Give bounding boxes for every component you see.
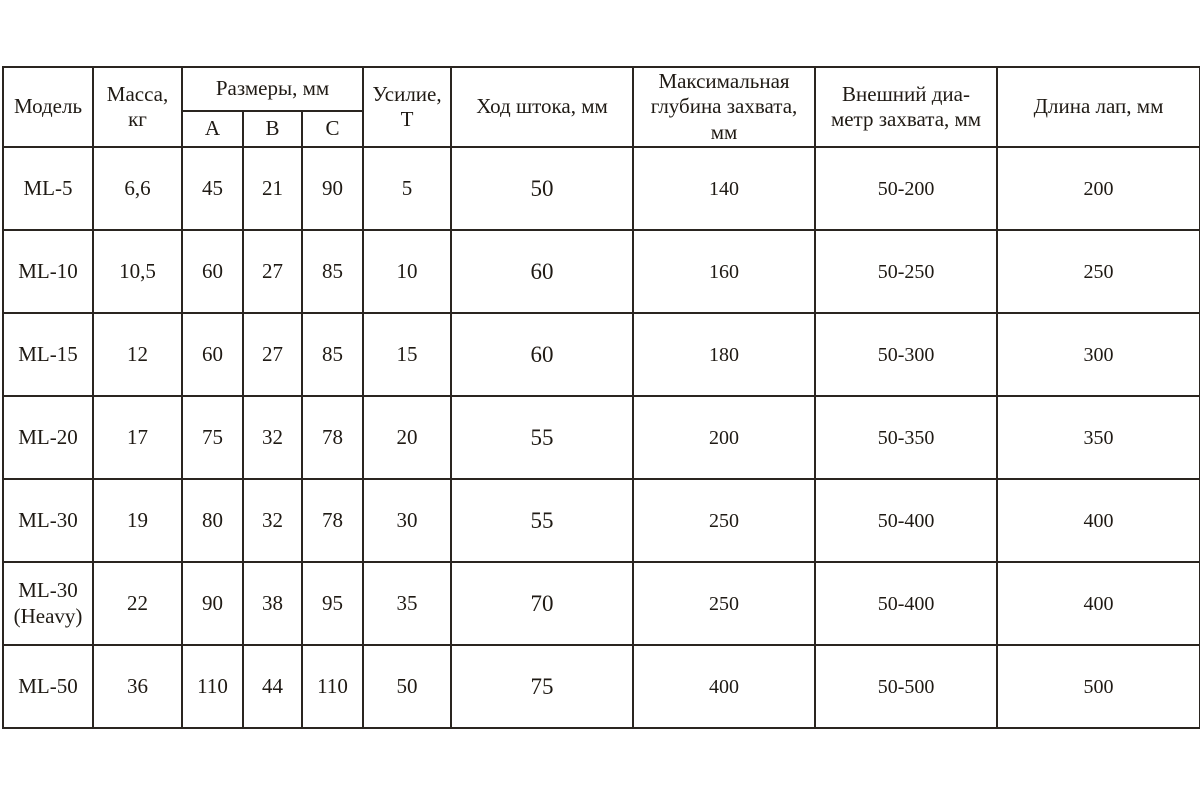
table-row [3,645,1200,728]
cell-outer-diameter: 50-400 [815,562,997,645]
table-row [3,230,1200,313]
cell-model: ML-30 (Heavy) [3,562,93,645]
cell-dim-b: 32 [243,479,302,562]
cell-leg-length: 400 [997,479,1200,562]
cell-dim-b: 38 [243,562,302,645]
cell-stroke: 60 [451,313,633,396]
table-row [3,562,1200,645]
cell-max-depth: 160 [633,230,815,313]
cell-dim-b: 44 [243,645,302,728]
cell-dim-a: 75 [182,396,243,479]
cell-dim-c: 78 [302,396,363,479]
cell-model: ML-15 [3,313,93,396]
cell-mass: 17 [93,396,182,479]
cell-mass: 36 [93,645,182,728]
cell-leg-length: 300 [997,313,1200,396]
spec-table-body [3,147,1200,728]
table-row [3,147,1200,230]
cell-max-depth: 400 [633,645,815,728]
header-max-depth: Максимальная глубина захвата, мм [633,67,815,147]
cell-force: 10 [363,230,451,313]
cell-stroke: 60 [451,230,633,313]
cell-mass: 12 [93,313,182,396]
cell-dim-b: 32 [243,396,302,479]
cell-dim-a: 45 [182,147,243,230]
table-row [3,313,1200,396]
cell-stroke: 50 [451,147,633,230]
cell-max-depth: 180 [633,313,815,396]
cell-max-depth: 140 [633,147,815,230]
cell-force: 50 [363,645,451,728]
cell-dim-a: 60 [182,230,243,313]
cell-leg-length: 350 [997,396,1200,479]
cell-dim-c: 90 [302,147,363,230]
header-dim-a: A [182,111,243,147]
cell-dim-a: 60 [182,313,243,396]
cell-dim-a: 80 [182,479,243,562]
cell-stroke: 70 [451,562,633,645]
cell-dim-c: 85 [302,230,363,313]
cell-dim-b: 21 [243,147,302,230]
cell-model: ML-10 [3,230,93,313]
cell-max-depth: 200 [633,396,815,479]
cell-leg-length: 200 [997,147,1200,230]
cell-outer-diameter: 50-300 [815,313,997,396]
cell-mass: 19 [93,479,182,562]
cell-dim-a: 90 [182,562,243,645]
cell-stroke: 75 [451,645,633,728]
cell-outer-diameter: 50-250 [815,230,997,313]
cell-mass: 6,6 [93,147,182,230]
cell-leg-length: 400 [997,562,1200,645]
cell-outer-diameter: 50-400 [815,479,997,562]
cell-dim-c: 78 [302,479,363,562]
cell-model: ML-50 [3,645,93,728]
cell-outer-diameter: 50-350 [815,396,997,479]
cell-dim-b: 27 [243,313,302,396]
cell-mass: 10,5 [93,230,182,313]
header-dimensions: Размеры, мм [182,67,363,111]
header-force: Усилие, Т [363,67,451,147]
header-leg-length: Длина лап, мм [997,67,1200,147]
cell-force: 35 [363,562,451,645]
cell-force: 15 [363,313,451,396]
cell-dim-c: 85 [302,313,363,396]
cell-dim-c: 95 [302,562,363,645]
cell-dim-c: 110 [302,645,363,728]
cell-mass: 22 [93,562,182,645]
cell-dim-a: 110 [182,645,243,728]
header-stroke: Ход штока, мм [451,67,633,147]
cell-stroke: 55 [451,396,633,479]
header-outer-diameter: Внешний диа- метр захвата, мм [815,67,997,147]
cell-leg-length: 500 [997,645,1200,728]
cell-model: ML-30 [3,479,93,562]
cell-force: 5 [363,147,451,230]
cell-max-depth: 250 [633,562,815,645]
cell-stroke: 55 [451,479,633,562]
header-dim-b: B [243,111,302,147]
cell-max-depth: 250 [633,479,815,562]
cell-force: 20 [363,396,451,479]
cell-force: 30 [363,479,451,562]
cell-dim-b: 27 [243,230,302,313]
header-mass: Масса, кг [93,67,182,147]
header-model: Модель [3,67,93,147]
header-dim-c: C [302,111,363,147]
cell-model: ML-20 [3,396,93,479]
table-row [3,479,1200,562]
cell-outer-diameter: 50-500 [815,645,997,728]
spec-table [2,66,1200,729]
cell-leg-length: 250 [997,230,1200,313]
cell-outer-diameter: 50-200 [815,147,997,230]
table-row [3,396,1200,479]
cell-model: ML-5 [3,147,93,230]
